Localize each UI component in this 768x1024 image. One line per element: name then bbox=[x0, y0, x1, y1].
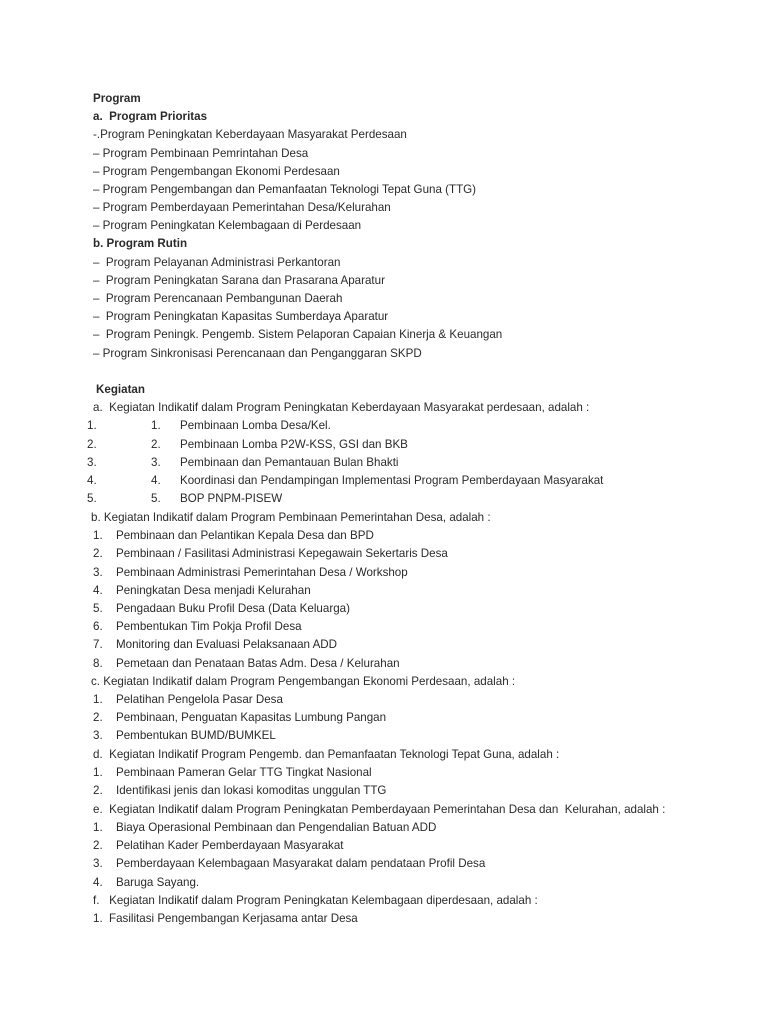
prioritas-item: – Program Pengembangan Ekonomi Perdesaan bbox=[93, 165, 340, 178]
kegiatan-e-number: 3. bbox=[93, 857, 103, 870]
kegiatan-b-number: 1. bbox=[93, 529, 103, 542]
prioritas-item: – Program Pembinaan Pemrintahan Desa bbox=[93, 147, 309, 160]
prioritas-item: -.Program Peningkatan Keberdayaan Masyarakat Perdesaan bbox=[93, 128, 407, 141]
kegiatan-b-number: 3. bbox=[93, 566, 103, 579]
kegiatan-d-heading: d. Kegiatan Indikatif Program Pengemb. dan Pemanfaatan Teknologi Tepat Guna, adalah : bbox=[93, 748, 560, 761]
kegiatan-a-outer-number: 5. bbox=[87, 492, 97, 505]
prioritas-item: – Program Pemberdayaan Pemerintahan Desa/Kelurahan bbox=[93, 201, 391, 214]
kegiatan-a-inner-number: 5. bbox=[151, 492, 161, 505]
kegiatan-a-outer-number: 1. bbox=[87, 419, 97, 432]
rutin-item: – Program Sinkronisasi Perencanaan dan Penganggaran SKPD bbox=[93, 347, 422, 360]
kegiatan-a-heading: a. Kegiatan Indikatif dalam Program Peningkatan Keberdayaan Masyarakat perdesaan, adalah : bbox=[93, 401, 590, 414]
rutin-item: – Program Perencanaan Pembangunan Daerah bbox=[93, 292, 343, 305]
kegiatan-a-item: Koordinasi dan Pendampingan Implementasi Program Pemberdayaan Masyarakat bbox=[180, 474, 604, 487]
prioritas-item: – Program Peningkatan Kelembagaan di Perdesaan bbox=[93, 219, 362, 232]
kegiatan-d-item: Identifikasi jenis dan lokasi komoditas unggulan TTG bbox=[116, 784, 387, 797]
kegiatan-b-item: Pengadaan Buku Profil Desa (Data Keluarga) bbox=[116, 602, 350, 615]
kegiatan-b-item: Pembinaan / Fasilitasi Administrasi Kepegawain Sekertaris Desa bbox=[116, 547, 448, 560]
prioritas-item: – Program Pengembangan dan Pemanfaatan Teknologi Tepat Guna (TTG) bbox=[93, 183, 477, 196]
rutin-item: – Program Peningkatan Kapasitas Sumberdaya Aparatur bbox=[93, 310, 389, 323]
kegiatan-f-number: 1. bbox=[93, 912, 103, 925]
kegiatan-b-number: 4. bbox=[93, 584, 103, 597]
kegiatan-b-item: Pembinaan Administrasi Pemerintahan Desa / Workshop bbox=[116, 566, 408, 579]
kegiatan-b-item: Pemetaan dan Penataan Batas Adm. Desa / Kelurahan bbox=[116, 657, 400, 670]
kegiatan-e-item: Biaya Operasional Pembinaan dan Pengendalian Batuan ADD bbox=[116, 821, 437, 834]
program-heading: Program bbox=[93, 92, 141, 105]
kegiatan-c-number: 3. bbox=[93, 729, 103, 742]
kegiatan-b-number: 5. bbox=[93, 602, 103, 615]
kegiatan-a-inner-number: 2. bbox=[151, 438, 161, 451]
kegiatan-a-outer-number: 4. bbox=[87, 474, 97, 487]
kegiatan-d-number: 2. bbox=[93, 784, 103, 797]
kegiatan-c-item: Pembinaan, Penguatan Kapasitas Lumbung Pangan bbox=[116, 711, 387, 724]
kegiatan-a-item: Pembinaan Lomba P2W-KSS, GSI dan BKB bbox=[180, 438, 408, 451]
kegiatan-a-outer-number: 3. bbox=[87, 456, 97, 469]
kegiatan-b-item: Peningkatan Desa menjadi Kelurahan bbox=[116, 584, 311, 597]
kegiatan-a-inner-number: 1. bbox=[151, 419, 161, 432]
kegiatan-b-item: Pembinaan dan Pelantikan Kepala Desa dan BPD bbox=[116, 529, 374, 542]
kegiatan-f-heading: f. Kegiatan Indikatif dalam Program Peningkatan Kelembagaan diperdesaan, adalah : bbox=[93, 894, 538, 907]
kegiatan-b-number: 8. bbox=[93, 657, 103, 670]
kegiatan-e-number: 1. bbox=[93, 821, 103, 834]
kegiatan-a-inner-number: 3. bbox=[151, 456, 161, 469]
rutin-item: – Program Peningk. Pengemb. Sistem Pelaporan Capaian Kinerja & Keuangan bbox=[93, 328, 503, 341]
kegiatan-c-item: Pembentukan BUMD/BUMKEL bbox=[116, 729, 276, 742]
kegiatan-e-item: Pelatihan Kader Pemberdayaan Masyarakat bbox=[116, 839, 344, 852]
kegiatan-c-number: 1. bbox=[93, 693, 103, 706]
kegiatan-b-number: 7. bbox=[93, 638, 103, 651]
kegiatan-b-number: 2. bbox=[93, 547, 103, 560]
kegiatan-d-item: Pembinaan Pameran Gelar TTG Tingkat Nasional bbox=[116, 766, 372, 779]
kegiatan-e-heading: e. Kegiatan Indikatif dalam Program Peningkatan Pemberdayaan Pemerintahan Desa dan Kelurahan, adalah : bbox=[93, 803, 666, 816]
kegiatan-e-number: 2. bbox=[93, 839, 103, 852]
kegiatan-a-item: Pembinaan Lomba Desa/Kel. bbox=[180, 419, 331, 432]
kegiatan-c-item: Pelatihan Pengelola Pasar Desa bbox=[116, 693, 283, 706]
kegiatan-b-item: Pembentukan Tim Pokja Profil Desa bbox=[116, 620, 302, 633]
program-rutin-heading: b. Program Rutin bbox=[93, 237, 188, 250]
kegiatan-a-item: Pembinaan dan Pemantauan Bulan Bhakti bbox=[180, 456, 399, 469]
kegiatan-a-item: BOP PNPM-PISEW bbox=[180, 492, 283, 505]
kegiatan-b-heading: b. Kegiatan Indikatif dalam Program Pembinaan Pemerintahan Desa, adalah : bbox=[91, 511, 491, 524]
program-prioritas-heading: a. Program Prioritas bbox=[93, 110, 208, 123]
kegiatan-a-outer-number: 2. bbox=[87, 438, 97, 451]
kegiatan-b-item: Monitoring dan Evaluasi Pelaksanaan ADD bbox=[116, 638, 338, 651]
kegiatan-d-number: 1. bbox=[93, 766, 103, 779]
kegiatan-a-inner-number: 4. bbox=[151, 474, 161, 487]
kegiatan-e-number: 4. bbox=[93, 876, 103, 889]
kegiatan-f-item: Fasilitasi Pengembangan Kerjasama antar Desa bbox=[109, 912, 358, 925]
kegiatan-c-heading: c. Kegiatan Indikatif dalam Program Pengembangan Ekonomi Perdesaan, adalah : bbox=[91, 675, 516, 688]
kegiatan-b-number: 6. bbox=[93, 620, 103, 633]
rutin-item: – Program Peningkatan Sarana dan Prasarana Aparatur bbox=[93, 274, 385, 287]
kegiatan-e-item: Baruga Sayang. bbox=[116, 876, 200, 889]
kegiatan-heading: Kegiatan bbox=[96, 383, 145, 396]
kegiatan-c-number: 2. bbox=[93, 711, 103, 724]
kegiatan-e-item: Pemberdayaan Kelembagaan Masyarakat dalam pendataan Profil Desa bbox=[116, 857, 486, 870]
rutin-item: – Program Pelayanan Administrasi Perkantoran bbox=[93, 256, 341, 269]
